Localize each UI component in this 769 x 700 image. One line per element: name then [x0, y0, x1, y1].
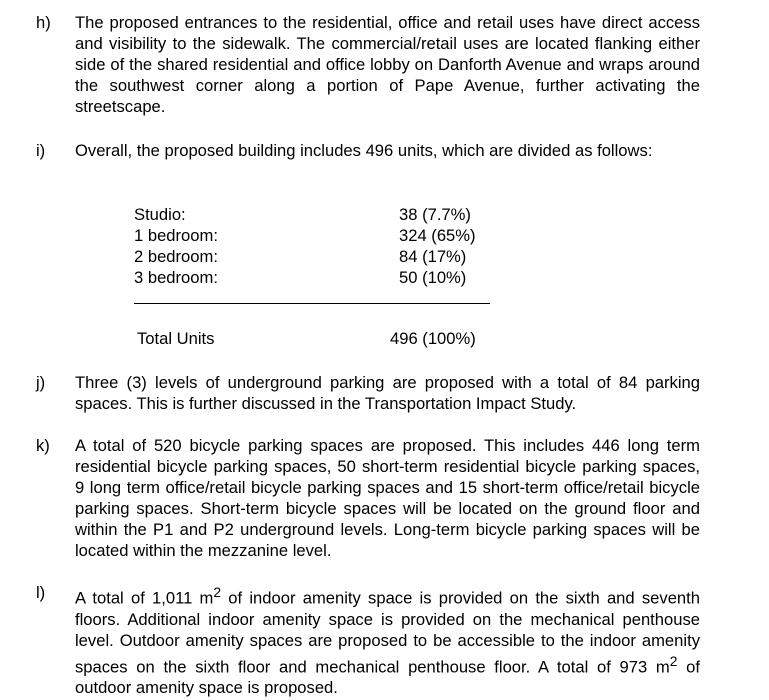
table-row [0, 267, 769, 288]
unit-count-value: 38 (7.7%) [399, 205, 471, 224]
table-row [0, 204, 769, 225]
list-marker: k) [36, 436, 50, 455]
list-marker: h) [36, 13, 51, 32]
amenity-text-part: A total of 1,011 m [75, 588, 214, 608]
unit-count-value: 324 (65%) [399, 226, 476, 245]
list-marker: i) [36, 141, 46, 160]
paragraph-bicycle-parking: A total of 520 bicycle parking spaces are proposed. This includes 446 long term residential bicycle parking spaces, 50 short-term residential bicycle parking spaces, 9 long term office/retail bicycle parking spaces and 15 short-term office/retail bicycle parking spaces. Short-term bicycle spaces will be located on the ground floor and within the P1 and P2 underground levels. Long-term bicycle parking spaces will be located within the mezzanine level. [75, 436, 700, 560]
total-units-label: Total Units [137, 329, 215, 348]
unit-count-value: 84 (17%) [399, 247, 467, 266]
paragraph-amenity-space [75, 582, 700, 698]
total-units-value: 496 (100%) [390, 329, 476, 348]
list-marker: l) [36, 583, 46, 602]
unit-type-label: Studio: [134, 205, 186, 224]
superscript-squared: 2 [213, 584, 222, 600]
unit-count-value: 50 (10%) [399, 268, 467, 287]
paragraph-unit-overview: Overall, the proposed building includes 496 units, which are divided as follows: [75, 141, 653, 160]
table-row [0, 246, 769, 267]
superscript-squared: 2 [669, 652, 678, 669]
list-marker: j) [36, 373, 46, 392]
amenity-text-part: of outdoor amenity space is proposed. [75, 657, 700, 698]
total-units-row [0, 328, 769, 349]
total-divider-line [134, 303, 490, 304]
paragraph-vehicle-parking: Three (3) levels of underground parking are proposed with a total of 84 parking spaces. This is further discussed in the Transportation Impact Study. [75, 373, 700, 413]
unit-type-label: 3 bedroom: [134, 268, 218, 287]
unit-type-label: 1 bedroom: [134, 226, 218, 245]
unit-type-label: 2 bedroom: [134, 247, 218, 266]
amenity-text-part: of indoor amenity space is provided on the sixth and seventh floors. Additional indoor amenity space is provided on the mechanical penthouse level. Outdoor amenity spaces are proposed to be accessible to the indoor amenity spaces on the sixth floor and mechanical penthouse floor. A total of 973 m [75, 588, 700, 677]
paragraph-entrances: The proposed entrances to the residential, office and retail uses have direct access and visibility to the sidewalk. The commercial/retail uses are located flanking either side of the shared residential and office lobby on Danforth Avenue and wraps around the southwest corner along a portion of Pape Avenue, further activating the streetscape. [75, 13, 700, 116]
table-row [0, 225, 769, 246]
